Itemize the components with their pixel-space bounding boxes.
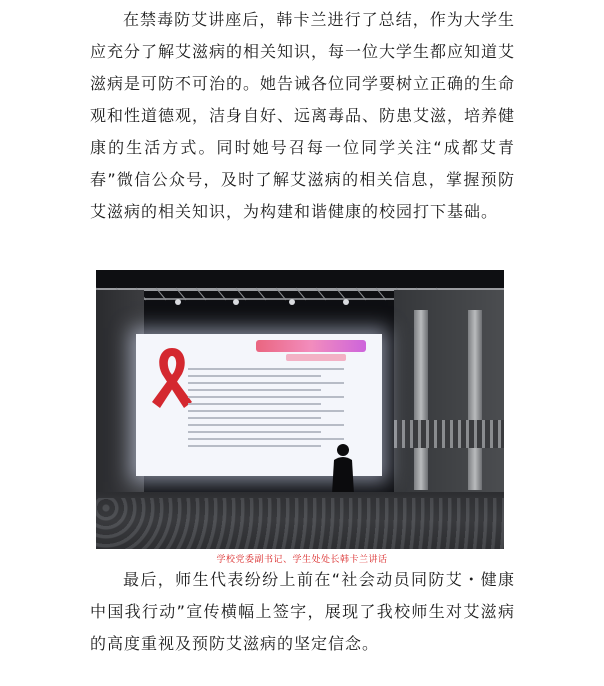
pillar: [414, 310, 428, 490]
right-wall: [394, 290, 504, 520]
photo-caption: 学校党委副书记、学生处处长韩卡兰讲话: [216, 555, 388, 565]
speaker-silhouette: [328, 442, 358, 494]
paragraph-closing: 最后，师生代表纷纷上前在“社会动员同防艾・健康中国我行动”宣传横幅上签字，展现了我校师生对艾滋病的高度重视及预防艾滋病的坚定信念。: [90, 570, 515, 653]
screen-subtitle-bar: [286, 354, 346, 361]
audience-heads: [96, 498, 504, 549]
event-photo: [96, 270, 504, 549]
screen-title-bar: [256, 340, 366, 352]
balcony-railing: [394, 420, 504, 448]
paragraph-summary: 在禁毒防艾讲座后，韩卡兰进行了总结，作为大学生应充分了解艾滋病的相关知识，每一位大学生都应知道艾滋病是可防不可治的。她告诫各位同学要树立正确的生命观和性道德观，洁身自好、远离毒品、防患艾滋，培养健康的生活方式。同时她号召每一位同学关注“成都艾青春”微信公众号，及时了解艾滋病的相关信息，掌握预防艾滋病的相关知识，为构建和谐健康的校园打下基础。: [90, 10, 516, 221]
pillar: [468, 310, 482, 490]
